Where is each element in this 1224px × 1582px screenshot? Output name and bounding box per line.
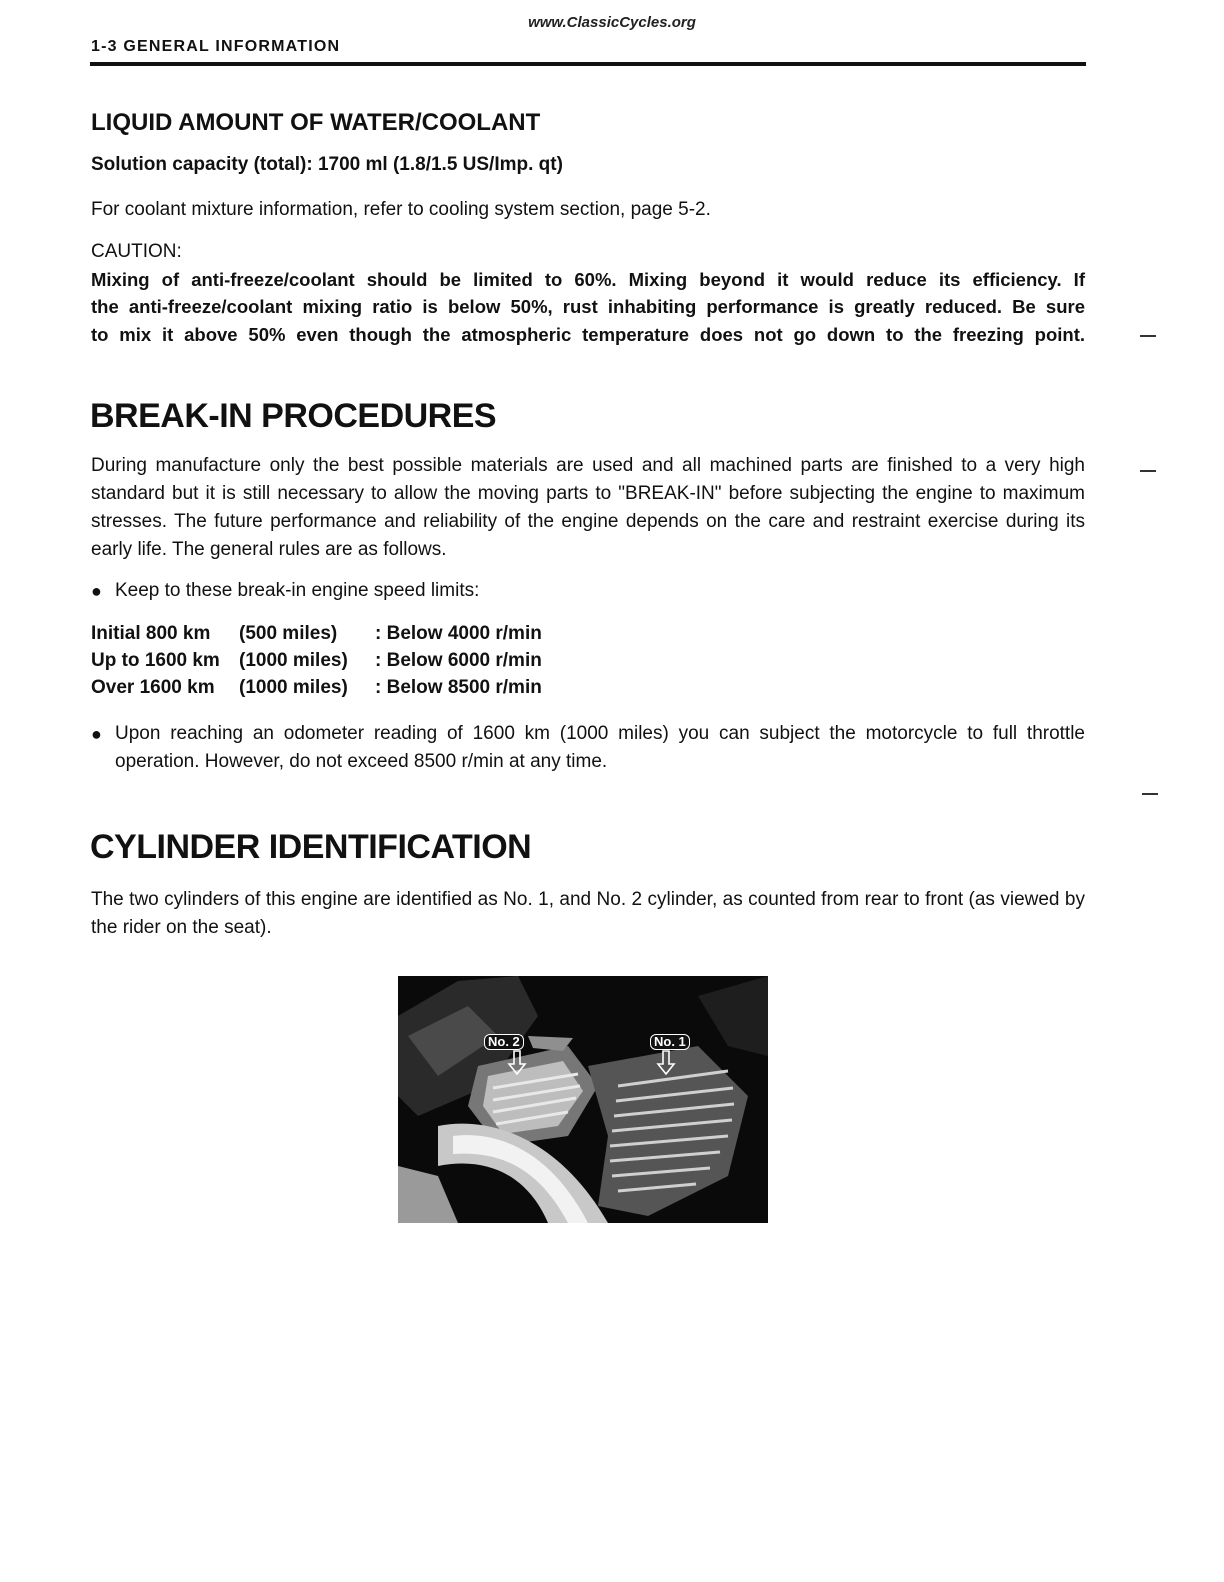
margin-mark (1140, 335, 1156, 337)
table-row (91, 620, 542, 647)
caution-line-1: Mixing of anti-freeze/coolant should be limited to 60%. Mixing beyond it would reduce its efficiency. If (91, 269, 1085, 290)
table-cell-miles: (500 miles) (239, 623, 338, 644)
table-cell-limit: : Below 4000 r/min (375, 623, 542, 644)
coolant-heading: LIQUID AMOUNT OF WATER/COOLANT (91, 109, 541, 136)
bullet-text: Upon reaching an odometer reading of 1600 km (1000 miles) you can subject the motorcycle to full throttle operation. However, do not exceed 8500 r/min at any time. (115, 723, 1085, 772)
caution-line-2: the anti-freeze/coolant mixing ratio is below 50%, rust inhabiting performance is greatly reduced. Be sure (91, 296, 1085, 317)
break-in-heading: BREAK-IN PROCEDURES (90, 397, 497, 435)
table-cell-limit: : Below 6000 r/min (375, 650, 542, 671)
table-cell-range: Initial 800 km (91, 623, 211, 644)
coolant-reference: For coolant mixture information, refer to cooling system section, page 5-2. (91, 199, 711, 220)
bullet-item-speed-limits (91, 577, 1085, 605)
table-cell-limit: : Below 8500 r/min (375, 677, 542, 698)
cylinder-heading: CYLINDER IDENTIFICATION (90, 828, 532, 866)
bullet-item-full-throttle (91, 720, 1085, 776)
bullet-icon: ● (91, 724, 102, 744)
engine-photo (398, 976, 768, 1223)
cylinder-text: The two cylinders of this engine are identified as No. 1, and No. 2 cylinder, as counted from rear to front (as viewed by the rider on the seat). (91, 889, 1085, 938)
break-in-intro: During manufacture only the best possible materials are used and all machined parts are finished to a very high standard but it is still necessary to allow the moving parts to "BREAK-IN" before subjecting the engine to maximum stresses. The future performance and reliability of the engine depends on the care and restraint exercise during its early life. The general rules are as follows. (91, 455, 1085, 560)
caution-label: CAUTION: (91, 241, 182, 262)
photo-label-no2: No. 2 (484, 1034, 524, 1050)
engine-illustration (398, 976, 768, 1223)
table-row (91, 647, 542, 674)
bullet-icon: ● (91, 581, 102, 601)
coolant-capacity: Solution capacity (total): 1700 ml (1.8/1.5 US/Imp. qt) (91, 154, 563, 175)
speed-limit-table (91, 620, 542, 701)
margin-mark (1140, 470, 1156, 472)
photo-label-no1: No. 1 (650, 1034, 690, 1050)
table-row (91, 674, 542, 701)
margin-mark (1142, 793, 1158, 795)
site-url: www.ClassicCycles.org (528, 14, 696, 31)
header-rule (90, 62, 1086, 66)
table-cell-range: Up to 1600 km (91, 650, 220, 671)
caution-line-3: to mix it above 50% even though the atmospheric temperature does not go down to the freezing point. (91, 324, 1085, 345)
table-cell-miles: (1000 miles) (239, 677, 348, 698)
running-head: 1-3 GENERAL INFORMATION (91, 38, 341, 55)
table-cell-miles: (1000 miles) (239, 650, 348, 671)
table-cell-range: Over 1600 km (91, 677, 215, 698)
bullet-text: Keep to these break-in engine speed limits: (115, 580, 480, 601)
